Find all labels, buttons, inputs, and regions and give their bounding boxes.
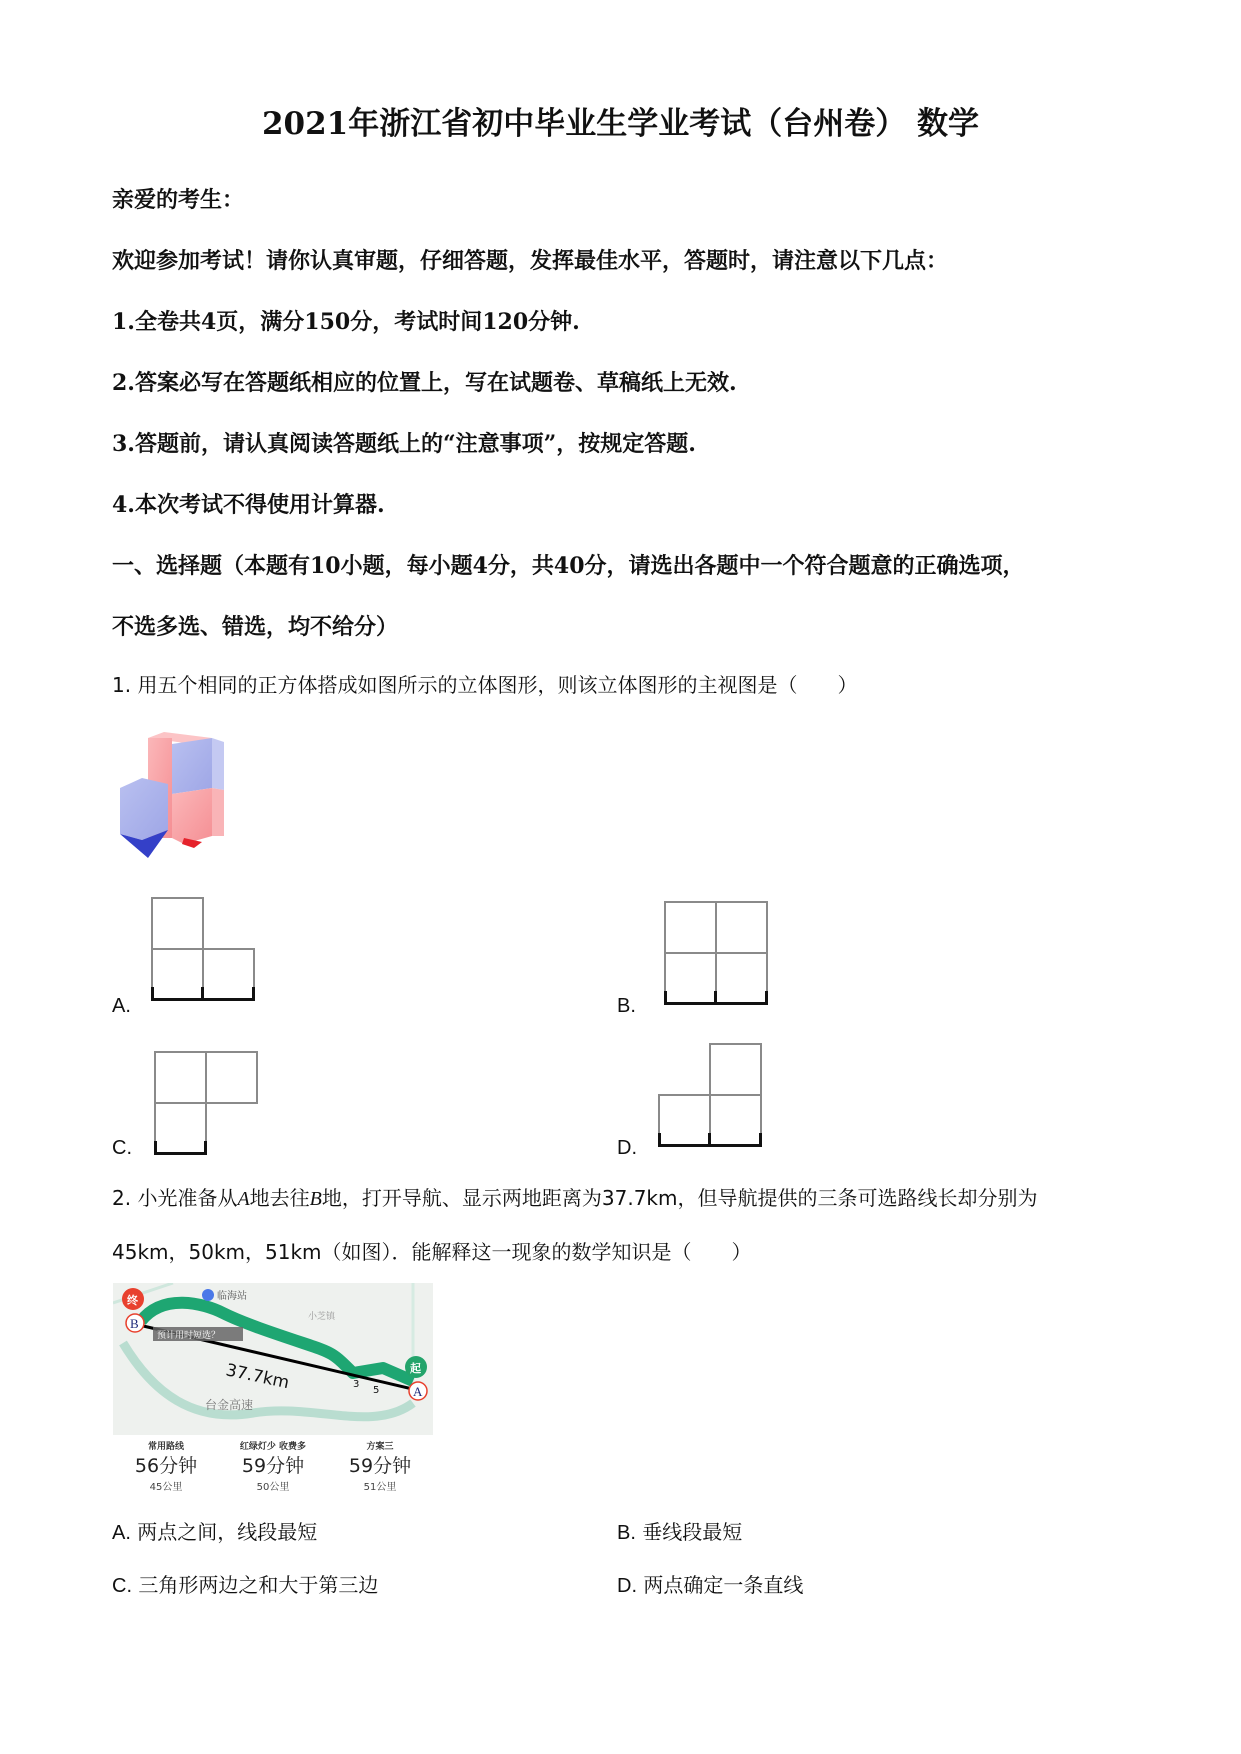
ground-tick	[204, 1141, 207, 1155]
navigation-map	[113, 1283, 433, 1435]
grid-cell	[715, 952, 768, 1005]
option-text: 两点之间，线段最短	[137, 1520, 318, 1544]
ground-tick	[759, 1133, 762, 1147]
option-c-figure[interactable]	[154, 1051, 258, 1157]
town-label: 小芝镇	[308, 1312, 336, 1322]
ground-tick	[201, 987, 204, 1001]
map-graphic	[113, 1283, 433, 1435]
question-text: 用五个相同的正方体搭成如图所示的立体图形，则该立体图形的主视图是（ ）	[137, 673, 858, 697]
route-option-2[interactable]	[220, 1435, 326, 1493]
end-badge: 终	[127, 1294, 138, 1307]
ground-tick	[151, 987, 154, 1001]
ground-tick	[765, 991, 768, 1005]
ground-line	[154, 1152, 207, 1155]
ground-tick	[154, 1141, 157, 1155]
option-c-label[interactable]: C.	[112, 1137, 132, 1159]
note-2: 2.答案必写在答题纸相应的位置上，写在试题卷、草稿纸上无效.	[112, 370, 737, 396]
route-distance: 45公里	[149, 1482, 183, 1493]
welcome-text: 欢迎参加考试！请你认真审题，仔细答题，发挥最佳水平，答题时，请注意以下几点：	[112, 248, 949, 274]
note-3: 3.答题前，请认真阅读答题纸上的“注意事项”，按规定答题.	[112, 431, 696, 457]
route-distance: 51公里	[363, 1482, 397, 1493]
ground-tick	[664, 991, 667, 1005]
question-text: 地去往	[249, 1186, 310, 1210]
route-option-3[interactable]	[327, 1435, 433, 1493]
route-name: 红绿灯少 收费多	[239, 1442, 307, 1452]
grid-cell	[154, 1102, 207, 1155]
distance-label: 37.7km	[223, 1360, 291, 1394]
point-b-var: B	[309, 1188, 322, 1210]
grid-cell	[664, 901, 717, 954]
option-text: 两点确定一条直线	[643, 1573, 804, 1597]
ground-tick	[714, 991, 717, 1005]
point-a-var: A	[237, 1188, 250, 1210]
option-text: 垂线段最短	[642, 1520, 743, 1544]
option-d-figure[interactable]	[658, 1043, 762, 1149]
route-name: 方案三	[366, 1442, 394, 1452]
option-label: A.	[112, 1522, 131, 1544]
route-distance: 50公里	[256, 1482, 290, 1493]
highway-label: 台金高速	[205, 1398, 254, 1412]
grid-cell	[664, 952, 717, 1005]
option-b-figure[interactable]	[664, 901, 768, 1005]
option-d-label[interactable]: D.	[617, 1137, 637, 1159]
option-a[interactable]	[112, 1516, 317, 1545]
grid-cell	[709, 1043, 762, 1096]
option-text: 三角形两边之和大于第三边	[138, 1573, 379, 1597]
question-number: 1.	[112, 673, 132, 697]
grid-cell	[658, 1094, 711, 1147]
note-1: 1.全卷共4页，满分150分，考试时间120分钟.	[112, 309, 580, 335]
question-text: 小光准备从	[137, 1186, 238, 1210]
grid-cell	[151, 897, 204, 950]
note-4: 4.本次考试不得使用计算器.	[112, 492, 385, 518]
question-2-stem-line1	[112, 1182, 1038, 1211]
question-text: 地，打开导航、显示两地距离为37.7km，但导航提供的三条可选路线长却分别为	[321, 1186, 1038, 1210]
grid-cell	[202, 948, 255, 1001]
grid-cell	[709, 1094, 762, 1147]
route-time: 56分钟	[134, 1455, 198, 1477]
question-2-stem-line2: 45km，50km，51km（如图）．能解释这一现象的数学知识是（ ）	[112, 1240, 752, 1264]
start-badge: 起	[410, 1362, 421, 1375]
option-label: D.	[617, 1575, 637, 1597]
option-b-label[interactable]: B.	[617, 995, 636, 1017]
station-label: 临海站	[217, 1291, 247, 1302]
route-number: 5	[373, 1385, 380, 1396]
greeting: 亲爱的考生：	[112, 187, 245, 213]
route-time: 59分钟	[348, 1455, 412, 1477]
option-label: C.	[112, 1575, 132, 1597]
map-tooltip: 预计用时短选？	[157, 1331, 221, 1341]
page-title: 2021年浙江省初中毕业生学业考试（台州卷） 数学	[261, 106, 980, 142]
grid-cell	[205, 1051, 258, 1104]
option-c[interactable]	[112, 1569, 378, 1598]
grid-cell	[151, 948, 204, 1001]
ground-tick	[658, 1133, 661, 1147]
option-d[interactable]	[617, 1569, 803, 1598]
option-label: B.	[617, 1522, 636, 1544]
route-time: 59分钟	[241, 1455, 305, 1477]
section-heading-line2: 不选多选、错选，均不给分）	[112, 614, 399, 640]
grid-cell	[154, 1051, 207, 1104]
point-b-marker: B	[130, 1316, 139, 1331]
route-name: 常用路线	[147, 1442, 184, 1452]
question-1-stem	[112, 669, 857, 698]
ground-tick	[708, 1133, 711, 1147]
option-a-label[interactable]: A.	[112, 995, 131, 1017]
route-option-1[interactable]	[113, 1435, 219, 1493]
section-heading-line1: 一、选择题（本题有10小题，每小题4分，共40分，请选出各题中一个符合题意的正确选项，	[112, 553, 1025, 579]
route-options	[113, 1435, 433, 1497]
option-a-figure[interactable]	[151, 897, 255, 1003]
ground-tick	[252, 987, 255, 1001]
cube-stack-figure	[112, 728, 262, 860]
option-b[interactable]	[617, 1516, 742, 1545]
question-number: 2.	[112, 1186, 132, 1210]
route-number: 3	[353, 1379, 360, 1390]
grid-cell	[715, 901, 768, 954]
point-a-marker: A	[413, 1384, 423, 1399]
